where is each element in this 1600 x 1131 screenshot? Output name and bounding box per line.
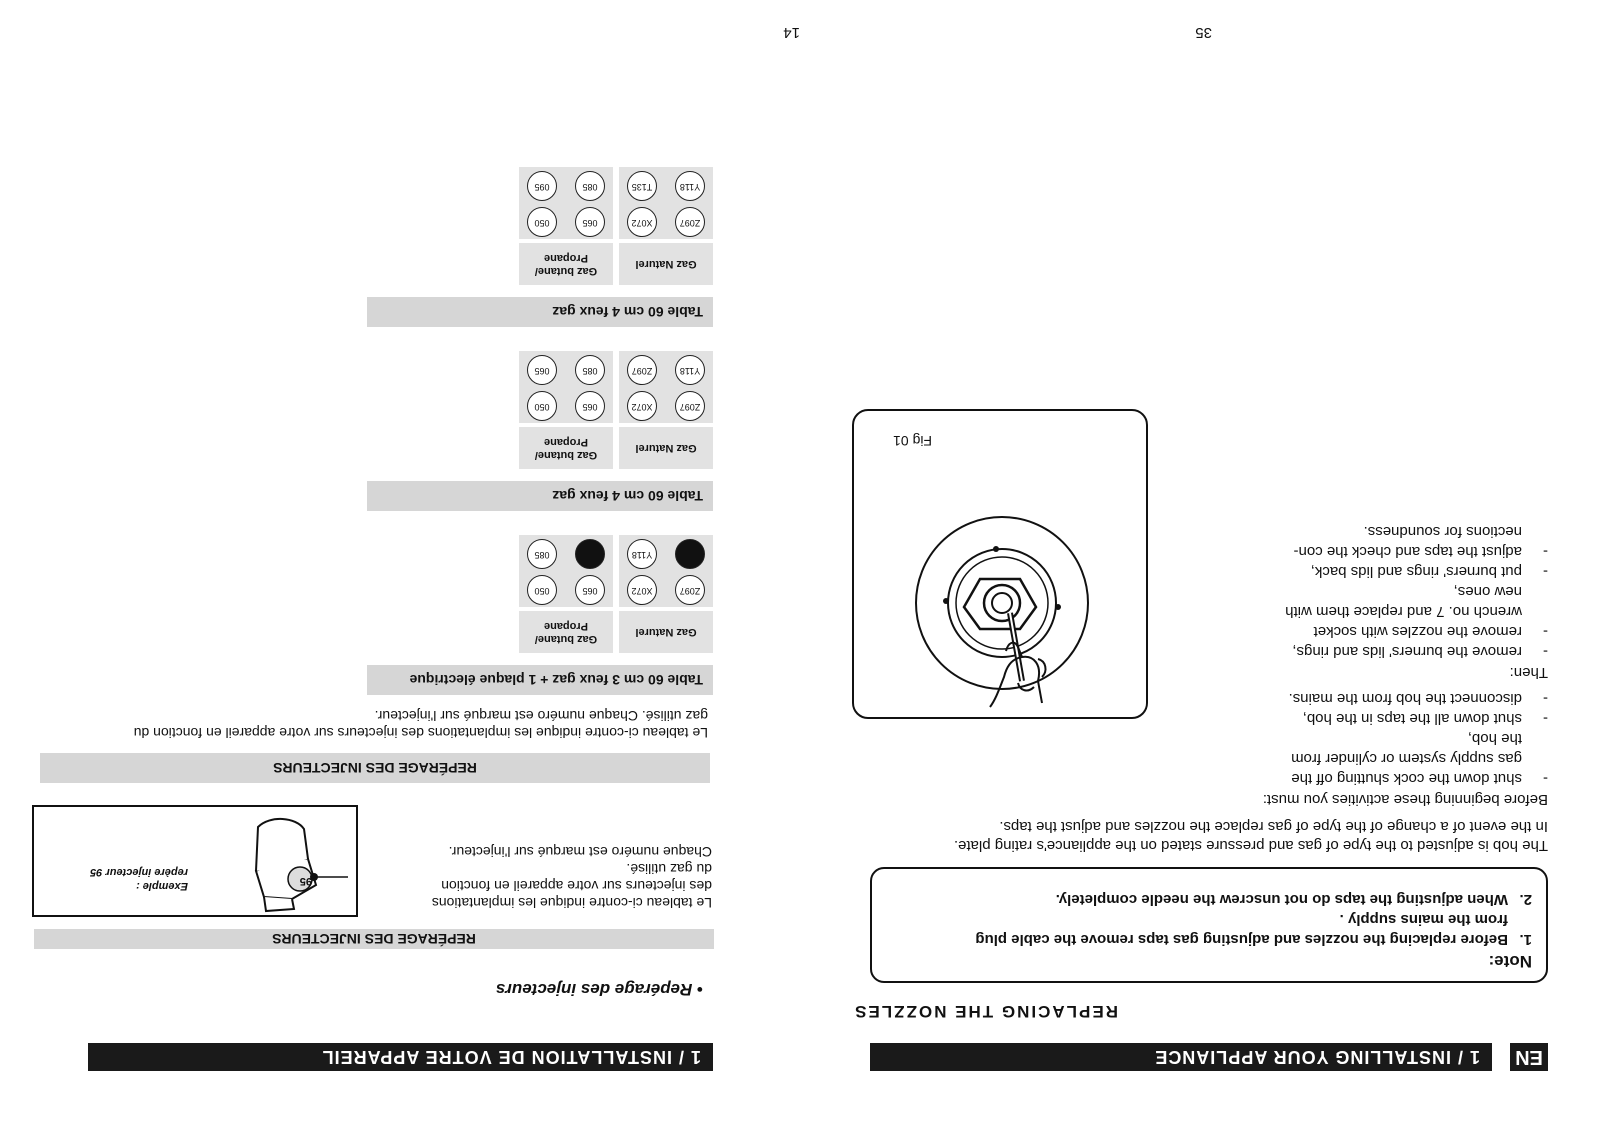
dash: - bbox=[1543, 690, 1548, 707]
injector-marker: 085 bbox=[527, 539, 557, 569]
injector-marker: 095 bbox=[527, 171, 557, 201]
injector-marker: X072 bbox=[627, 207, 657, 237]
note-text: When adjusting the taps do not unscrew the needle completely. bbox=[1055, 891, 1508, 908]
then-item bbox=[1218, 641, 1548, 661]
dash: - bbox=[1543, 543, 1548, 560]
injector-cells-butane bbox=[519, 167, 613, 239]
injector-marker: 050 bbox=[527, 207, 557, 237]
then-item bbox=[1218, 561, 1548, 581]
before-item bbox=[1218, 708, 1548, 728]
injector-icon bbox=[34, 807, 356, 915]
table-title-bar: Table 60 cm 3 feux gaz + 1 plaque électrique bbox=[367, 665, 713, 695]
gas-butane-header: Gaz butane/ Propane bbox=[519, 427, 613, 469]
page-number: 14 bbox=[783, 24, 800, 41]
table-title-bar: Table 60 cm 4 feux gaz bbox=[367, 481, 713, 511]
language-tag: EN bbox=[1510, 1043, 1548, 1071]
note-number: 2. bbox=[1519, 891, 1532, 908]
dash: - bbox=[1543, 770, 1548, 787]
injector-number: 95 bbox=[299, 875, 312, 887]
note-item bbox=[886, 889, 1532, 909]
injector-marker: X072 bbox=[627, 575, 657, 605]
intro-line: The hob is adjusted to the type of gas and pressure stated on the appliance's rating plate. bbox=[953, 837, 1548, 854]
section-title: REPLACING THE NOZZLES bbox=[853, 1002, 1118, 1021]
injector-marker: X072 bbox=[627, 391, 657, 421]
page-number: 35 bbox=[1195, 24, 1212, 41]
item-line: adjust the taps and check the con- bbox=[1293, 543, 1522, 560]
hob-burner-illustration bbox=[854, 411, 1146, 717]
section-bar: REPÉRAGE DES INJECTEURS bbox=[40, 753, 710, 783]
figure-label: Fig 01 bbox=[893, 433, 932, 449]
injector-marker: Z097 bbox=[627, 355, 657, 385]
item-line: shut down the cock shutting off the bbox=[1291, 770, 1522, 787]
item-line: remove the nozzles with socket bbox=[1313, 623, 1522, 640]
injector-paragraph bbox=[372, 843, 712, 911]
para-line: Le tableau ci-contre indique les implantations bbox=[431, 895, 712, 911]
dash: - bbox=[1543, 563, 1548, 580]
injector-marker: 085 bbox=[575, 171, 605, 201]
injector-marker: 065 bbox=[575, 207, 605, 237]
dash: - bbox=[1543, 623, 1548, 640]
item-line: remove the burners' lids and rings, bbox=[1292, 643, 1522, 660]
item-line: wrench no. 7 and replace them with bbox=[1285, 603, 1522, 620]
injector-marker: T135 bbox=[627, 171, 657, 201]
figure-box bbox=[852, 409, 1148, 719]
injector-marker: 050 bbox=[527, 575, 557, 605]
item-line: gas supply system or cylinder from bbox=[1291, 750, 1522, 767]
gas-butane-header: Gaz butane/ Propane bbox=[519, 611, 613, 653]
injector-example-box bbox=[32, 805, 358, 917]
table-title-bar: Table 60 cm 4 feux gaz bbox=[367, 297, 713, 327]
item-line: the hob, bbox=[1467, 730, 1522, 747]
para-line: Chaque numéro est marqué sur l'injecteur. bbox=[448, 844, 712, 860]
gas-naturel-header: Gaz Naturel bbox=[619, 427, 713, 469]
header-bar: 1 / INSTALLATION DE VOTRE APPAREIL bbox=[88, 1043, 713, 1071]
english-page bbox=[800, 0, 1600, 1131]
para-line: gaz utilisé. Chaque numéro est marqué sur l'injecteur. bbox=[374, 708, 708, 724]
item-line: new ones, bbox=[1453, 583, 1522, 600]
para-line: Le tableau ci-contre indique les implantations des injecteurs sur votre appareil en fonction du bbox=[133, 725, 708, 741]
before-item bbox=[1218, 688, 1548, 708]
note-item bbox=[886, 909, 1532, 949]
note-text: from the mains supply . bbox=[1339, 911, 1508, 928]
intro-paragraph bbox=[848, 817, 1548, 855]
item-line: nections for soundness. bbox=[1363, 523, 1522, 540]
injector-marker: Z097 bbox=[675, 207, 705, 237]
para-line: du gaz utilisé. bbox=[626, 861, 712, 877]
dash: - bbox=[1543, 643, 1548, 660]
injector-marker: Y118 bbox=[675, 171, 705, 201]
para-line: des injecteurs sur votre appareil en fonction bbox=[441, 878, 712, 894]
injector-cells-butane bbox=[519, 351, 613, 423]
instructions bbox=[1218, 521, 1548, 809]
injector-marker-filled bbox=[675, 539, 705, 569]
gas-naturel-header: Gaz Naturel bbox=[619, 243, 713, 285]
before-label: Before beginning these activities you must: bbox=[1262, 791, 1548, 808]
then-label: Then: bbox=[1509, 664, 1548, 681]
note-label: Note: bbox=[1488, 952, 1532, 971]
injector-marker: 050 bbox=[527, 391, 557, 421]
item-line: put burners' rings and lids back, bbox=[1310, 563, 1522, 580]
gas-naturel-header: Gaz Naturel bbox=[619, 611, 713, 653]
subtitle: • Repérage des injecteurs bbox=[495, 980, 703, 999]
section-bar: REPÉRAGE DES INJECTEURS bbox=[34, 929, 714, 949]
injector-marker: Y118 bbox=[675, 355, 705, 385]
example-label: Exemple : bbox=[136, 880, 188, 892]
intro-line: In the event of a change of the type of gas replace the nozzles and adjust the taps. bbox=[999, 818, 1548, 835]
injector-marker: 065 bbox=[527, 355, 557, 385]
then-item bbox=[1218, 581, 1548, 641]
injector-marker-filled bbox=[575, 539, 605, 569]
injector-example-label bbox=[90, 865, 188, 893]
note-box bbox=[870, 867, 1548, 983]
injector-cells-butane bbox=[519, 535, 613, 607]
dash: - bbox=[1543, 710, 1548, 727]
note-number: 1. bbox=[1519, 931, 1532, 948]
then-item bbox=[1218, 521, 1548, 561]
injector-marker: 065 bbox=[575, 391, 605, 421]
item-line: shut down all the taps in the hob, bbox=[1302, 710, 1522, 727]
injector-marker: 065 bbox=[575, 575, 605, 605]
injector-cells-naturel bbox=[619, 351, 713, 423]
injector-marker: 085 bbox=[575, 355, 605, 385]
before-item bbox=[1218, 728, 1548, 788]
injector-cells-naturel bbox=[619, 535, 713, 607]
header-bar: 1 / INSTALLING YOUR APPLIANCE bbox=[870, 1043, 1492, 1071]
note-text: Before replacing the nozzles and adjusting gas taps remove the cable plug bbox=[975, 931, 1508, 948]
injector-marker: Y118 bbox=[627, 539, 657, 569]
injector-paragraph-2 bbox=[28, 707, 708, 741]
example-caption: repère injecteur 95 bbox=[90, 866, 188, 878]
item-line: disconnect the hob from the mains. bbox=[1288, 690, 1522, 707]
injector-marker: Z097 bbox=[675, 391, 705, 421]
injector-cells-naturel bbox=[619, 167, 713, 239]
injector-marker: Z097 bbox=[675, 575, 705, 605]
gas-butane-header: Gaz butane/ Propane bbox=[519, 243, 613, 285]
